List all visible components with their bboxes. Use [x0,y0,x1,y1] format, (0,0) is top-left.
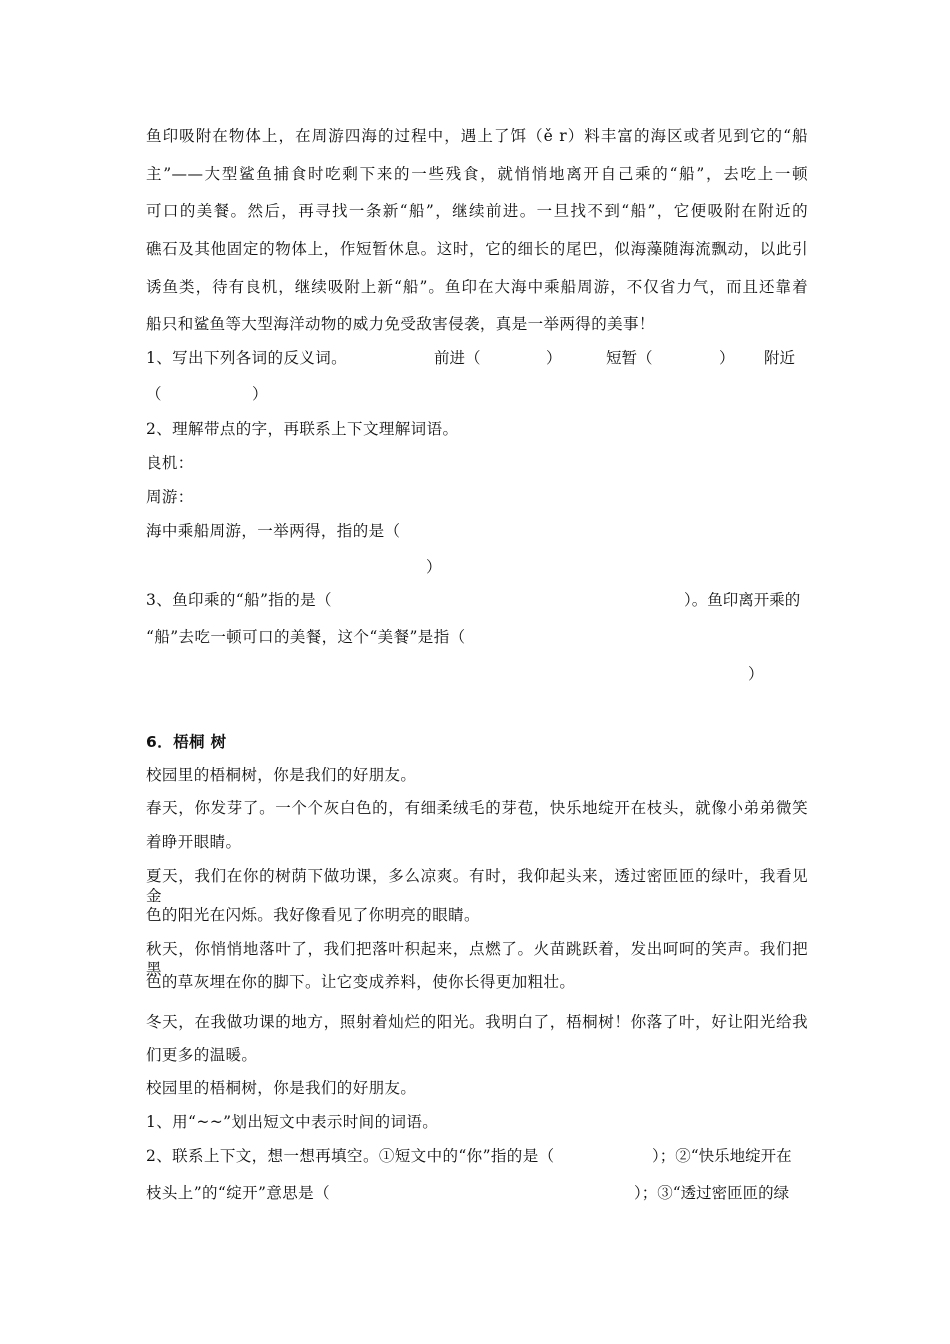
paragraph-line: 们更多的温暖。 [146,1046,258,1064]
question-2-item: 海中乘船周游，一举两得，指的是（ [146,522,401,540]
section-title: 6．梧桐 树 [146,733,227,751]
blank-close: ） [546,349,562,367]
blank-close: ） [748,665,764,683]
paragraph-line: 船只和鲨鱼等大型海洋动物的威力免受敌害侵袭，真是一举两得的美事！ [146,315,655,333]
paragraph-line: 夏天，我们在你的树荫下做功课，多么凉爽。有时，我仰起头来，透过密匝匝的绿叶，我看见金 [146,867,808,905]
question-3-line: 3、鱼印乘的“船”指的是（ [146,591,332,609]
paragraph-line: 主”——大型鲨鱼捕食时吃剩下来的一些残食，就悄悄地离开自己乘的“船”，去吃上一顿 [146,165,808,183]
question-2-line-end: ）；③“透过密匝匝的绿 [634,1184,790,1202]
paragraph-line: 可口的美餐。然后，再寻找一条新“船”，继续前进。一旦找不到“船”，它便吸附在附近的 [146,202,808,220]
antonym-word-1: 前进（ [434,349,481,367]
question-3-line: “船”去吃一顿可口的美餐，这个“美餐”是指（ [146,628,466,646]
paragraph-line: 礁石及其他固定的物体上，作短暂休息。这时，它的细长的尾巴，似海藻随海流飘动，以此引 [146,240,808,258]
question-1-prompt: 1、写出下列各词的反义词。 [146,349,348,367]
blank-open: （ [146,385,162,403]
paragraph-line: 校园里的梧桐树，你是我们的好朋友。 [146,766,417,784]
paragraph-line: 色的草灰埋在你的脚下。让它变成养料，使你长得更加粗壮。 [146,973,576,991]
question-2-line: 枝头上”的“绽开”意思是（ [146,1184,330,1202]
antonym-word-2: 短暂（ [606,349,653,367]
question-2-prompt: 2、理解带点的字，再联系上下文理解词语。 [146,420,459,438]
question-3-line-end: ）。鱼印离开乘的 [684,591,801,609]
paragraph-line: 校园里的梧桐树，你是我们的好朋友。 [146,1079,417,1097]
paragraph-line: 鱼印吸附在物体上，在周游四海的过程中，遇上了饵（ě r）料丰富的海区或者见到它的“船 [146,127,808,145]
question-1-prompt: 1、用“~~”划出短文中表示时间的词语。 [146,1113,439,1131]
paragraph-line: 着睁开眼睛。 [146,833,242,851]
question-2-line-end: ）；②“快乐地绽开在 [652,1147,792,1165]
blank-close: ） [719,349,735,367]
question-2-item: 周游： [146,488,194,506]
question-2-item: 良机： [146,454,194,472]
antonym-word-3: 附近 [764,349,796,367]
paragraph-line: 冬天，在我做功课的地方，照射着灿烂的阳光。我明白了，梧桐树！你落了叶，好让阳光给我 [146,1013,808,1031]
question-2-line: 2、联系上下文，想一想再填空。①短文中的“你”指的是（ [146,1147,555,1165]
blank-close: ） [426,558,442,576]
paragraph-line: 秋天，你悄悄地落叶了，我们把落叶积起来，点燃了。火苗跳跃着，发出呵呵的笑声。我们把黑 [146,940,808,978]
blank-close: ） [252,385,268,403]
paragraph-line: 诱鱼类，待有良机，继续吸附上新“船”。鱼印在大海中乘船周游，不仅省力气，而且还靠着 [146,278,808,296]
paragraph-line: 色的阳光在闪烁。我好像看见了你明亮的眼睛。 [146,906,480,924]
paragraph-line: 春天，你发芽了。一个个灰白色的，有细柔绒毛的芽苞，快乐地绽开在枝头，就像小弟弟微笑 [146,799,808,817]
